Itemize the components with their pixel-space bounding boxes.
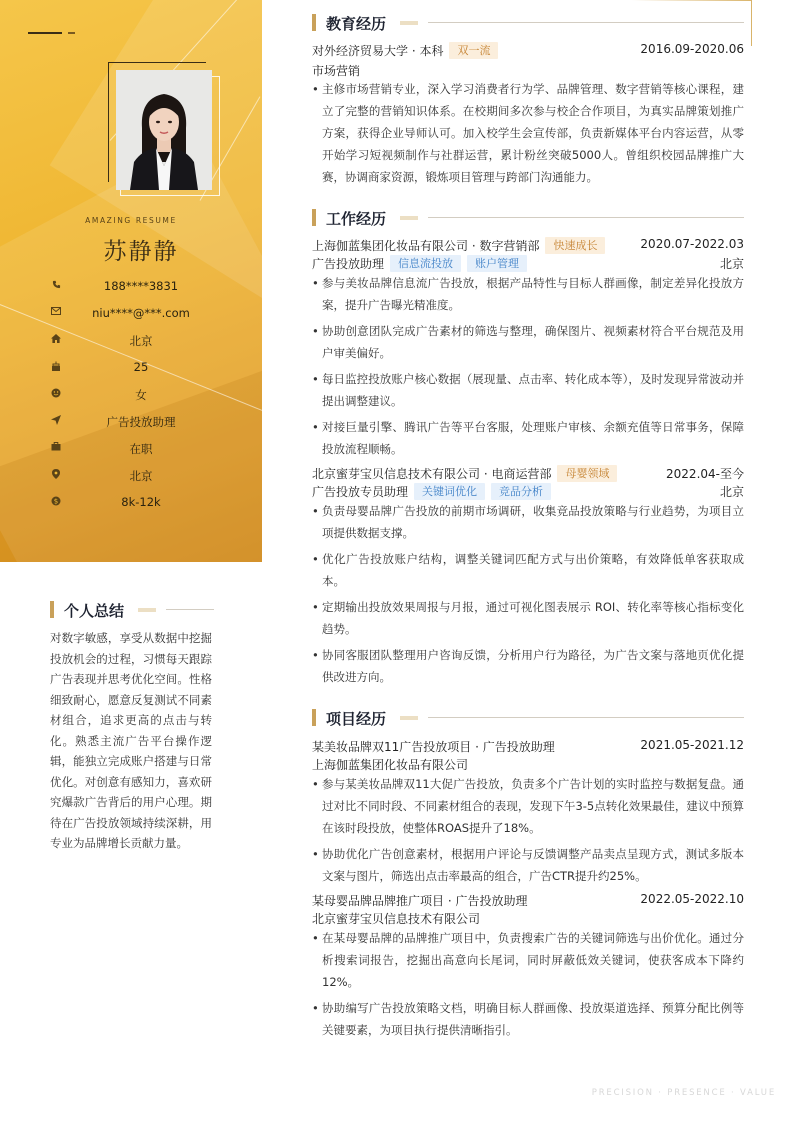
list-item: • 协助创意团队完成广告素材的筛选与整理，确保图片、视频素材符合平台规范及用户审美偏好。 xyxy=(312,320,744,364)
project-bullets xyxy=(312,773,744,891)
education-school-row xyxy=(312,42,744,60)
resume-tagline: AMAZING RESUME xyxy=(85,216,177,225)
job-company-row xyxy=(312,465,744,483)
project-period: 2021.05-2021.12 xyxy=(640,738,744,752)
list-item: • 定期输出投放效果周报与月报，通过可视化图表展示 ROI、转化率等核心指标变化趋势。 xyxy=(312,596,744,640)
age-value: 25 xyxy=(133,360,149,374)
summary-text: 对数字敏感，享受从数据中挖掘投放机会的过程，习惯每天跟踪广告表现并思考优化空间。性格细致耐心，愿意反复测试不同素材组合，追求更高的点击与转化。熟悉主流广告平台操作逻辑，能独立完成账户搭建与日常优化。对创意有感知力，喜欢研究爆款广告背后的用户心理。期待在广告投放领域持续深耕，用专业为品牌增长贡献力量。 xyxy=(50,631,212,850)
section-divider xyxy=(428,717,744,718)
project-name: 某美妆品牌双11广告投放项目 · 广告投放助理 xyxy=(312,740,555,754)
project-name-row xyxy=(312,892,744,910)
gender-value: 女 xyxy=(135,388,147,402)
info-row-email xyxy=(0,304,262,331)
info-row-status xyxy=(0,439,262,466)
profile-photo xyxy=(116,70,212,190)
section-divider xyxy=(166,609,214,610)
summary-title: 个人总结 xyxy=(64,602,125,620)
job-period: 2022.04-至今 xyxy=(666,467,744,481)
list-item: • 在某母婴品牌的品牌推广项目中，负责搜索广告的关键词筛选与出价优化。通过分析搜索词报告，挖掘出高意向长尾词，同时屏蔽低效关键词，使获客成本下降约12%。 xyxy=(312,927,744,993)
job-role-row xyxy=(312,255,744,273)
job-role-row xyxy=(312,483,744,501)
company-name: 北京蜜芽宝贝信息技术有限公司 · 电商运营部 xyxy=(312,467,552,481)
list-item: • 协助编写广告投放策略文档，明确目标人群画像、投放渠道选择、预算分配比例等关键要素，为项目执行提供清晰指引。 xyxy=(312,997,744,1041)
company-tag: 母婴领域 xyxy=(557,465,617,482)
section-pill-decor xyxy=(138,608,156,612)
work-title: 工作经历 xyxy=(326,210,387,228)
position-value: 广告投放助理 xyxy=(106,415,176,429)
salary-value: 8k-12k xyxy=(121,495,161,509)
project-name-row xyxy=(312,738,744,756)
project-period: 2022.05-2022.10 xyxy=(640,892,744,906)
info-row-salary xyxy=(0,493,262,520)
list-item: • 协助优化广告创意素材，根据用户评论与反馈调整产品卖点呈现方式，测试多版本文案与图片，筛选出点击率最高的组合，广告CTR提升约25%。 xyxy=(312,843,744,887)
list-item: • 优化广告投放账户结构，调整关键词匹配方式与出价策略，有效降低单客获取成本。 xyxy=(312,548,744,592)
section-pill-decor xyxy=(400,716,418,720)
role-tag: 关键词优化 xyxy=(414,483,485,500)
job-city: 北京 xyxy=(719,485,744,499)
education-period: 2016.09-2020.06 xyxy=(640,42,744,56)
role-tag: 账户管理 xyxy=(467,255,527,272)
section-divider xyxy=(428,22,744,23)
project-bullets xyxy=(312,927,744,1045)
job-city: 北京 xyxy=(719,257,744,271)
list-item: • 协同客服团队整理用户咨询反馈，分析用户行为路径，为广告文案与落地页优化提供改进方向。 xyxy=(312,644,744,688)
job-bullets xyxy=(312,272,744,464)
corner-decor-horizontal xyxy=(632,0,752,1)
company-name: 上海伽蓝集团化妆品有限公司 · 数字营销部 xyxy=(312,239,540,253)
job-company-row xyxy=(312,237,744,255)
section-accent-bar xyxy=(312,14,316,31)
info-row-position xyxy=(0,412,262,439)
projects-title: 项目经历 xyxy=(326,710,387,728)
education-title: 教育经历 xyxy=(326,15,387,33)
svg-text:$: $ xyxy=(53,497,59,506)
section-accent-bar xyxy=(50,601,54,618)
list-item: • 每日监控投放账户核心数据（展现量、点击率、转化成本等），及时发现异常波动并提出调整建议。 xyxy=(312,368,744,412)
job-bullets xyxy=(312,500,744,692)
project-company: 北京蜜芽宝贝信息技术有限公司 xyxy=(312,912,481,926)
section-pill-decor xyxy=(400,21,418,25)
company-tag: 快速成长 xyxy=(545,237,605,254)
major-name: 市场营销 xyxy=(312,64,361,78)
phone-value: 188****3831 xyxy=(103,279,179,293)
list-item: • 主修市场营销专业，深入学习消费者行为学、品牌管理、数字营销等核心课程，建立了完整的营销知识体系。在校期间多次参与校企合作项目，为真实品牌策划推广方案，获得企业导师认可。加入校学生会宣传部，负责新媒体平台内容运营，从零开始学习短视频制作与社群运营，累计粉丝突破5000人。曾组织校园品牌推广大赛，协调商家资源，锻炼项目管理与跨部门沟通能力。 xyxy=(312,78,744,188)
list-item: • 负责母婴品牌广告投放的前期市场调研，收集竞品投放策略与行业趋势，为项目立项提供数据支撑。 xyxy=(312,500,744,544)
role-tag: 竞品分析 xyxy=(491,483,551,500)
info-row-phone xyxy=(0,277,262,304)
list-item: • 对接巨量引擎、腾讯广告等平台客服，处理账户审核、余额充值等日常事务，保障投放流程顺畅。 xyxy=(312,416,744,460)
list-item: • 参与美妆品牌信息流广告投放，根据产品特性与目标人群画像，制定差异化投放方案，提升广告曝光精准度。 xyxy=(312,272,744,316)
school-name: 对外经济贸易大学 · 本科 xyxy=(312,44,444,58)
email-value: niu****@***.com xyxy=(92,306,190,320)
decorative-dash-small xyxy=(68,32,75,34)
work-section-header xyxy=(312,208,744,228)
job-period: 2020.07-2022.03 xyxy=(640,237,744,251)
project-company-row xyxy=(312,910,744,928)
section-accent-bar xyxy=(312,209,316,226)
section-divider xyxy=(428,217,744,218)
info-row-age xyxy=(0,358,262,385)
project-company-row xyxy=(312,756,744,774)
role-tag: 信息流投放 xyxy=(390,255,461,272)
decorative-dash xyxy=(28,32,62,34)
projects-section-header xyxy=(312,708,744,728)
project-company: 上海伽蓝集团化妆品有限公司 xyxy=(312,758,469,772)
info-row-home xyxy=(0,331,262,358)
candidate-name: 苏静静 xyxy=(103,239,179,265)
hometown-value: 北京 xyxy=(129,334,153,348)
info-row-gender xyxy=(0,385,262,412)
school-tag: 双一流 xyxy=(449,42,498,59)
section-accent-bar xyxy=(312,709,316,726)
summary-section-header xyxy=(50,600,220,620)
location-value: 北京 xyxy=(129,469,153,483)
education-bullets xyxy=(312,78,744,192)
contact-info-list xyxy=(0,277,262,520)
project-name: 某母婴品牌品牌推广项目 · 广告投放助理 xyxy=(312,894,528,908)
footer-watermark: PRECISION · PRESENCE · VALUE xyxy=(591,1088,776,1098)
job-role: 广告投放专员助理 xyxy=(312,485,409,499)
status-value: 在职 xyxy=(129,442,153,456)
job-role: 广告投放助理 xyxy=(312,257,385,271)
section-pill-decor xyxy=(400,216,418,220)
corner-decor-vertical xyxy=(751,0,752,46)
education-section-header xyxy=(312,13,744,33)
list-item: • 参与某美妆品牌双11大促广告投放，负责多个广告计划的实时监控与数据复盘。通过对比不同时段、不同素材组合的表现，发现下午3-5点转化效果最佳，建议中预算在该时段投放，使整体ROAS提升了18%。 xyxy=(312,773,744,839)
info-row-location xyxy=(0,466,262,493)
